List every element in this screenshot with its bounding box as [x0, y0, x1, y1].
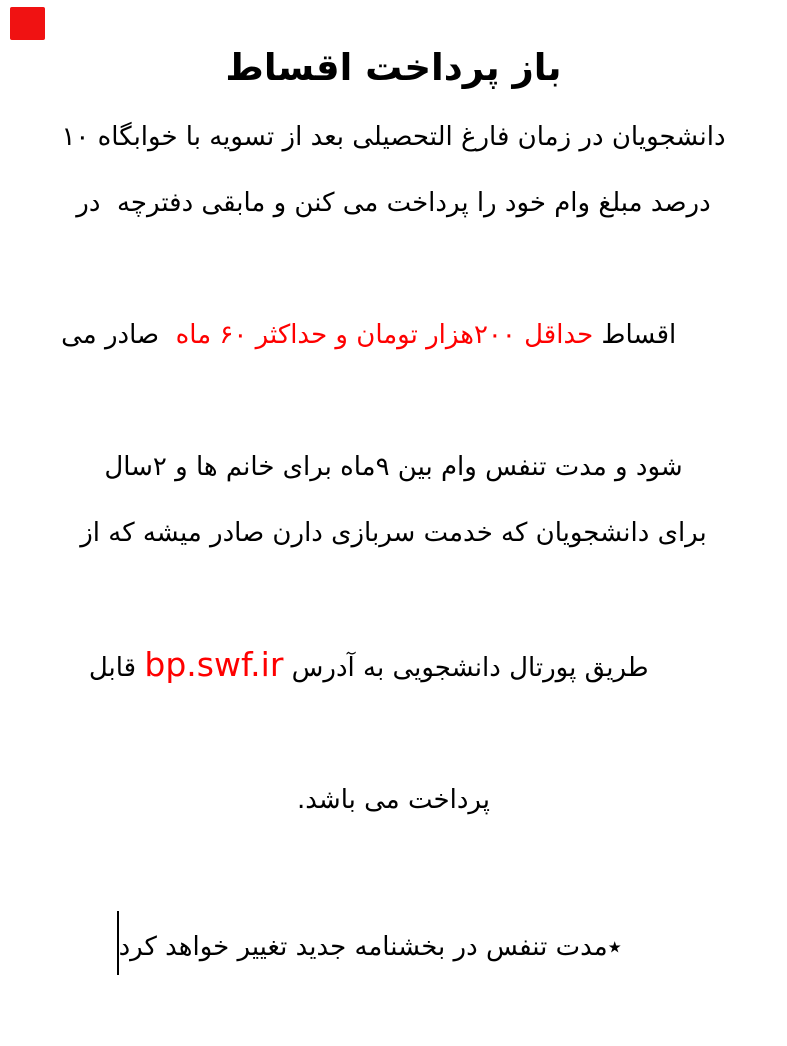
line3-black-start: اقساط — [593, 320, 677, 351]
body-line-1: دانشجویان در زمان فارغ التحصیلی بعد از تسویه با خوابگاه ۱۰ — [61, 122, 726, 153]
red-marker — [10, 7, 45, 40]
body-line-4: شود و مدت تنفس وام بین ۹ماه برای خانم ها و ۲سال — [104, 452, 683, 483]
body-line-2: درصد مبلغ وام خود را پرداخت می کنن و مابقی دفترچه در — [76, 188, 711, 219]
document-body — [0, 104, 787, 1046]
line6-black-end: قابل — [88, 653, 145, 684]
line3-red-highlight: حداقل ۲۰۰هزار تومان و حداکثر ۶۰ ماه — [175, 320, 594, 351]
body-line-7: پرداخت می باشد. — [297, 785, 490, 816]
line3-black-end: صادر می — [61, 320, 176, 351]
line6-black-start: طریق پورتال دانشجویی به آدرس — [283, 653, 649, 684]
page-title: باز پرداخت اقساط — [225, 46, 562, 89]
footnote-text: ٭مدت تنفس در بخشنامه جدید تغییر خواهد کرد — [118, 932, 622, 963]
body-line-3-installment-terms — [0, 236, 787, 434]
body-line-5: برای دانشجویان که خدمت سربازی دارن صادر میشه که از — [80, 518, 707, 549]
portal-url-link[interactable]: bp.swf.ir — [144, 645, 284, 685]
footnote-line — [0, 845, 787, 1046]
body-line-6-portal-address — [0, 566, 787, 767]
